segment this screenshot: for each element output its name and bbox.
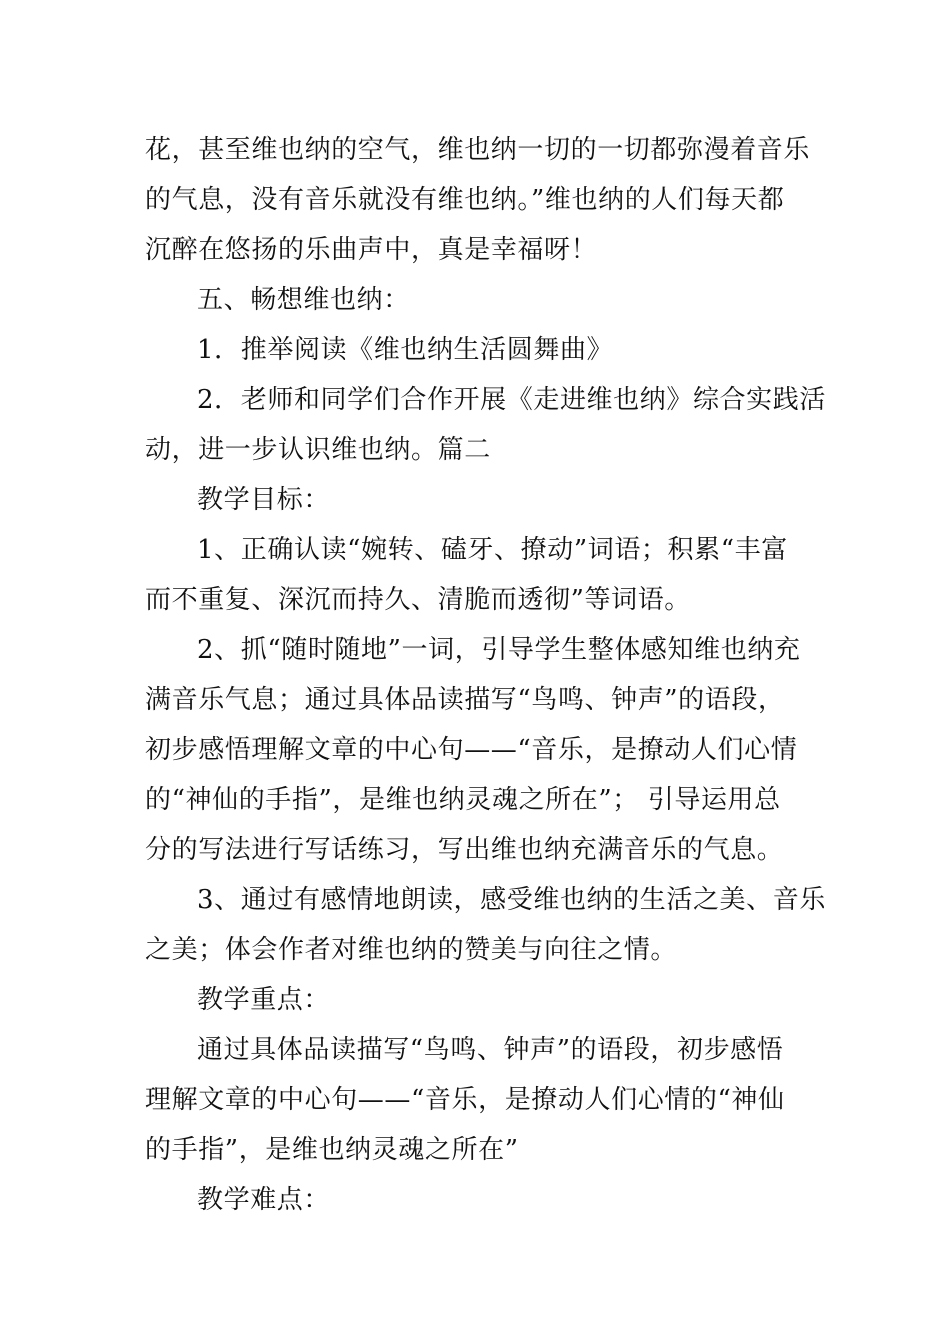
- text-line: 1．推举阅读《维也纳生活圆舞曲》: [197, 335, 614, 365]
- text-line: 通过具体品读描写“鸟鸣、钟声”的语段，初步感悟: [197, 1035, 784, 1065]
- text-line: 2、抓“随时随地”一词，引导学生整体感知维也纳充: [197, 635, 801, 665]
- section-heading: 教学目标：: [197, 485, 331, 515]
- section-heading: 教学重点：: [197, 985, 331, 1015]
- text-line: 而不重复、深沉而持久、清脆而透彻”等词语。: [145, 585, 691, 615]
- text-line: 2．老师和同学们合作开展《走进维也纳》综合实践活: [197, 385, 826, 415]
- text-line: 1、正确认读“婉转、磕牙、撩动”词语；积累“丰富: [197, 535, 788, 565]
- text-line: 分的写法进行写话练习，写出维也纳充满音乐的气息。: [145, 835, 784, 865]
- text-line: 初步感悟理解文章的中心句——“音乐，是撩动人们心情: [145, 735, 798, 765]
- section-heading: 五、畅想维也纳：: [197, 285, 410, 315]
- text-line: 理解文章的中心句——“音乐，是撩动人们心情的“神仙: [145, 1085, 785, 1115]
- text-line: 3、通过有感情地朗读，感受维也纳的生活之美、音乐: [197, 885, 826, 915]
- text-line: 满音乐气息；通过具体品读描写“鸟鸣、钟声”的语段，: [145, 685, 785, 715]
- text-line: 的手指”，是维也纳灵魂之所在”: [145, 1135, 519, 1165]
- text-line: 动，进一步认识维也纳。篇二: [145, 435, 491, 465]
- section-heading: 教学难点：: [197, 1185, 331, 1215]
- text-line: 的气息，没有音乐就没有维也纳。”维也纳的人们每天都: [145, 185, 785, 215]
- text-line: 的“神仙的手指”，是维也纳灵魂之所在”； 引导运用总: [145, 785, 781, 815]
- text-line: 之美；体会作者对维也纳的赞美与向往之情。: [145, 935, 678, 965]
- text-line: 沉醉在悠扬的乐曲声中，真是幸福呀！: [145, 235, 598, 265]
- text-line: 花，甚至维也纳的空气，维也纳一切的一切都弥漫着音乐: [145, 135, 811, 165]
